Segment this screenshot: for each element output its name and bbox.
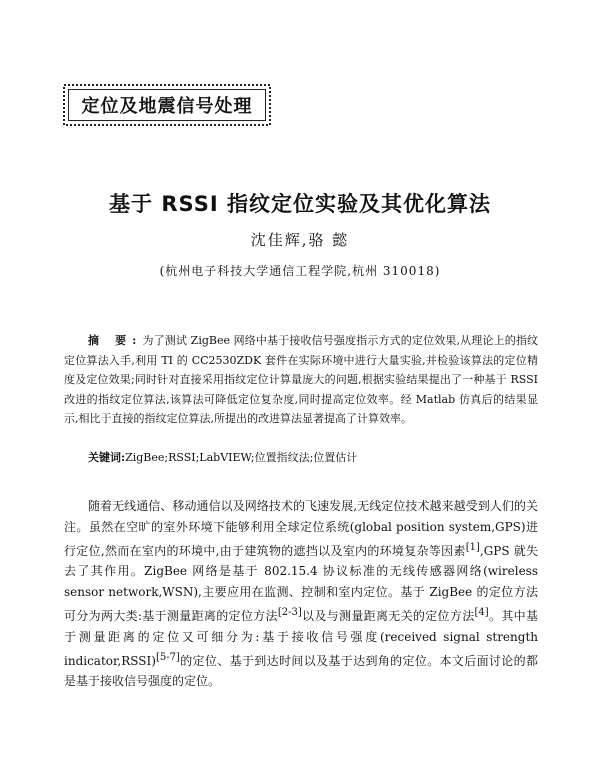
- abstract: [64, 331, 538, 429]
- section-banner: [62, 83, 272, 127]
- citation-ref: [4]: [474, 606, 489, 618]
- authors: 沈佳辉,骆 懿: [250, 231, 350, 249]
- section-label: 定位及地震信号处理: [81, 96, 253, 117]
- body-text-part: 以及与测量距离无关的定位方法: [301, 608, 475, 623]
- citation-ref: [1]: [465, 541, 480, 553]
- body-text-part: 随着无线通信、移动通信以及网络技术的飞速发展,无线定位技术越来越受到人们的关注。虽然在空旷的室外环境下能够利用全球定位系统(global position system,GPS)进行定位,然而在室内的环境中,由于建筑物的遮挡以及室内的环境复杂等因素: [64, 499, 538, 558]
- body-text-part: ,GPS 就失去了其作用。ZigBee 网络是基于 802.15.4 协议标准的无线传感器网络(wireless sensor network,WSN),主要应用在监测、控制和室内定位。基于 ZigBee 的定位方法可分为两大类:基于测量距离的定位方法: [64, 543, 538, 623]
- keywords: [88, 448, 538, 468]
- citation-ref: [2-3]: [277, 606, 302, 618]
- abstract-text: 为了测试 ZigBee 网络中基于接收信号强度指示方式的定位效果,从理论上的指纹定位算法入手,利用 TI 的 CC2530ZDK 套件在实际环境中进行大量实验,并检验该算法的定位精度及定位效果;同时针对直接采用指纹定位计算量庞大的问题,根据实验结果提出了一种基于 RSSI 改进的指纹定位算法,该算法可降低定位复杂度,同时提高定位效率。经 Matlab 仿真后的结果显示,相比于直接的指纹定位算法,所提出的改进算法显著提高了计算效率。: [64, 334, 539, 425]
- abstract-label: 摘 要:: [88, 334, 143, 347]
- citation-ref: [5-7]: [155, 651, 180, 663]
- body-text-part: 。其中基于测量距离的定位又可细分为:基于接收信号强度(received signal strength indicator,RSSI): [64, 608, 538, 668]
- keywords-label: 关键词:: [88, 451, 126, 464]
- banner-frame: [68, 89, 266, 121]
- body-text-part: 的定位、基于到达时间以及基于达到角的定位。本文后面讨论的都是基于接收信号强度的定位。: [64, 653, 538, 689]
- body-paragraph: [64, 496, 538, 692]
- paper-title: 基于 RSSI 指纹定位实验及其优化算法: [109, 192, 491, 216]
- keywords-text: ZigBee;RSSI;LabVIEW;位置指纹法;位置估计: [125, 451, 358, 464]
- affiliation: (杭州电子科技大学通信工程学院,杭州 310018): [159, 264, 441, 278]
